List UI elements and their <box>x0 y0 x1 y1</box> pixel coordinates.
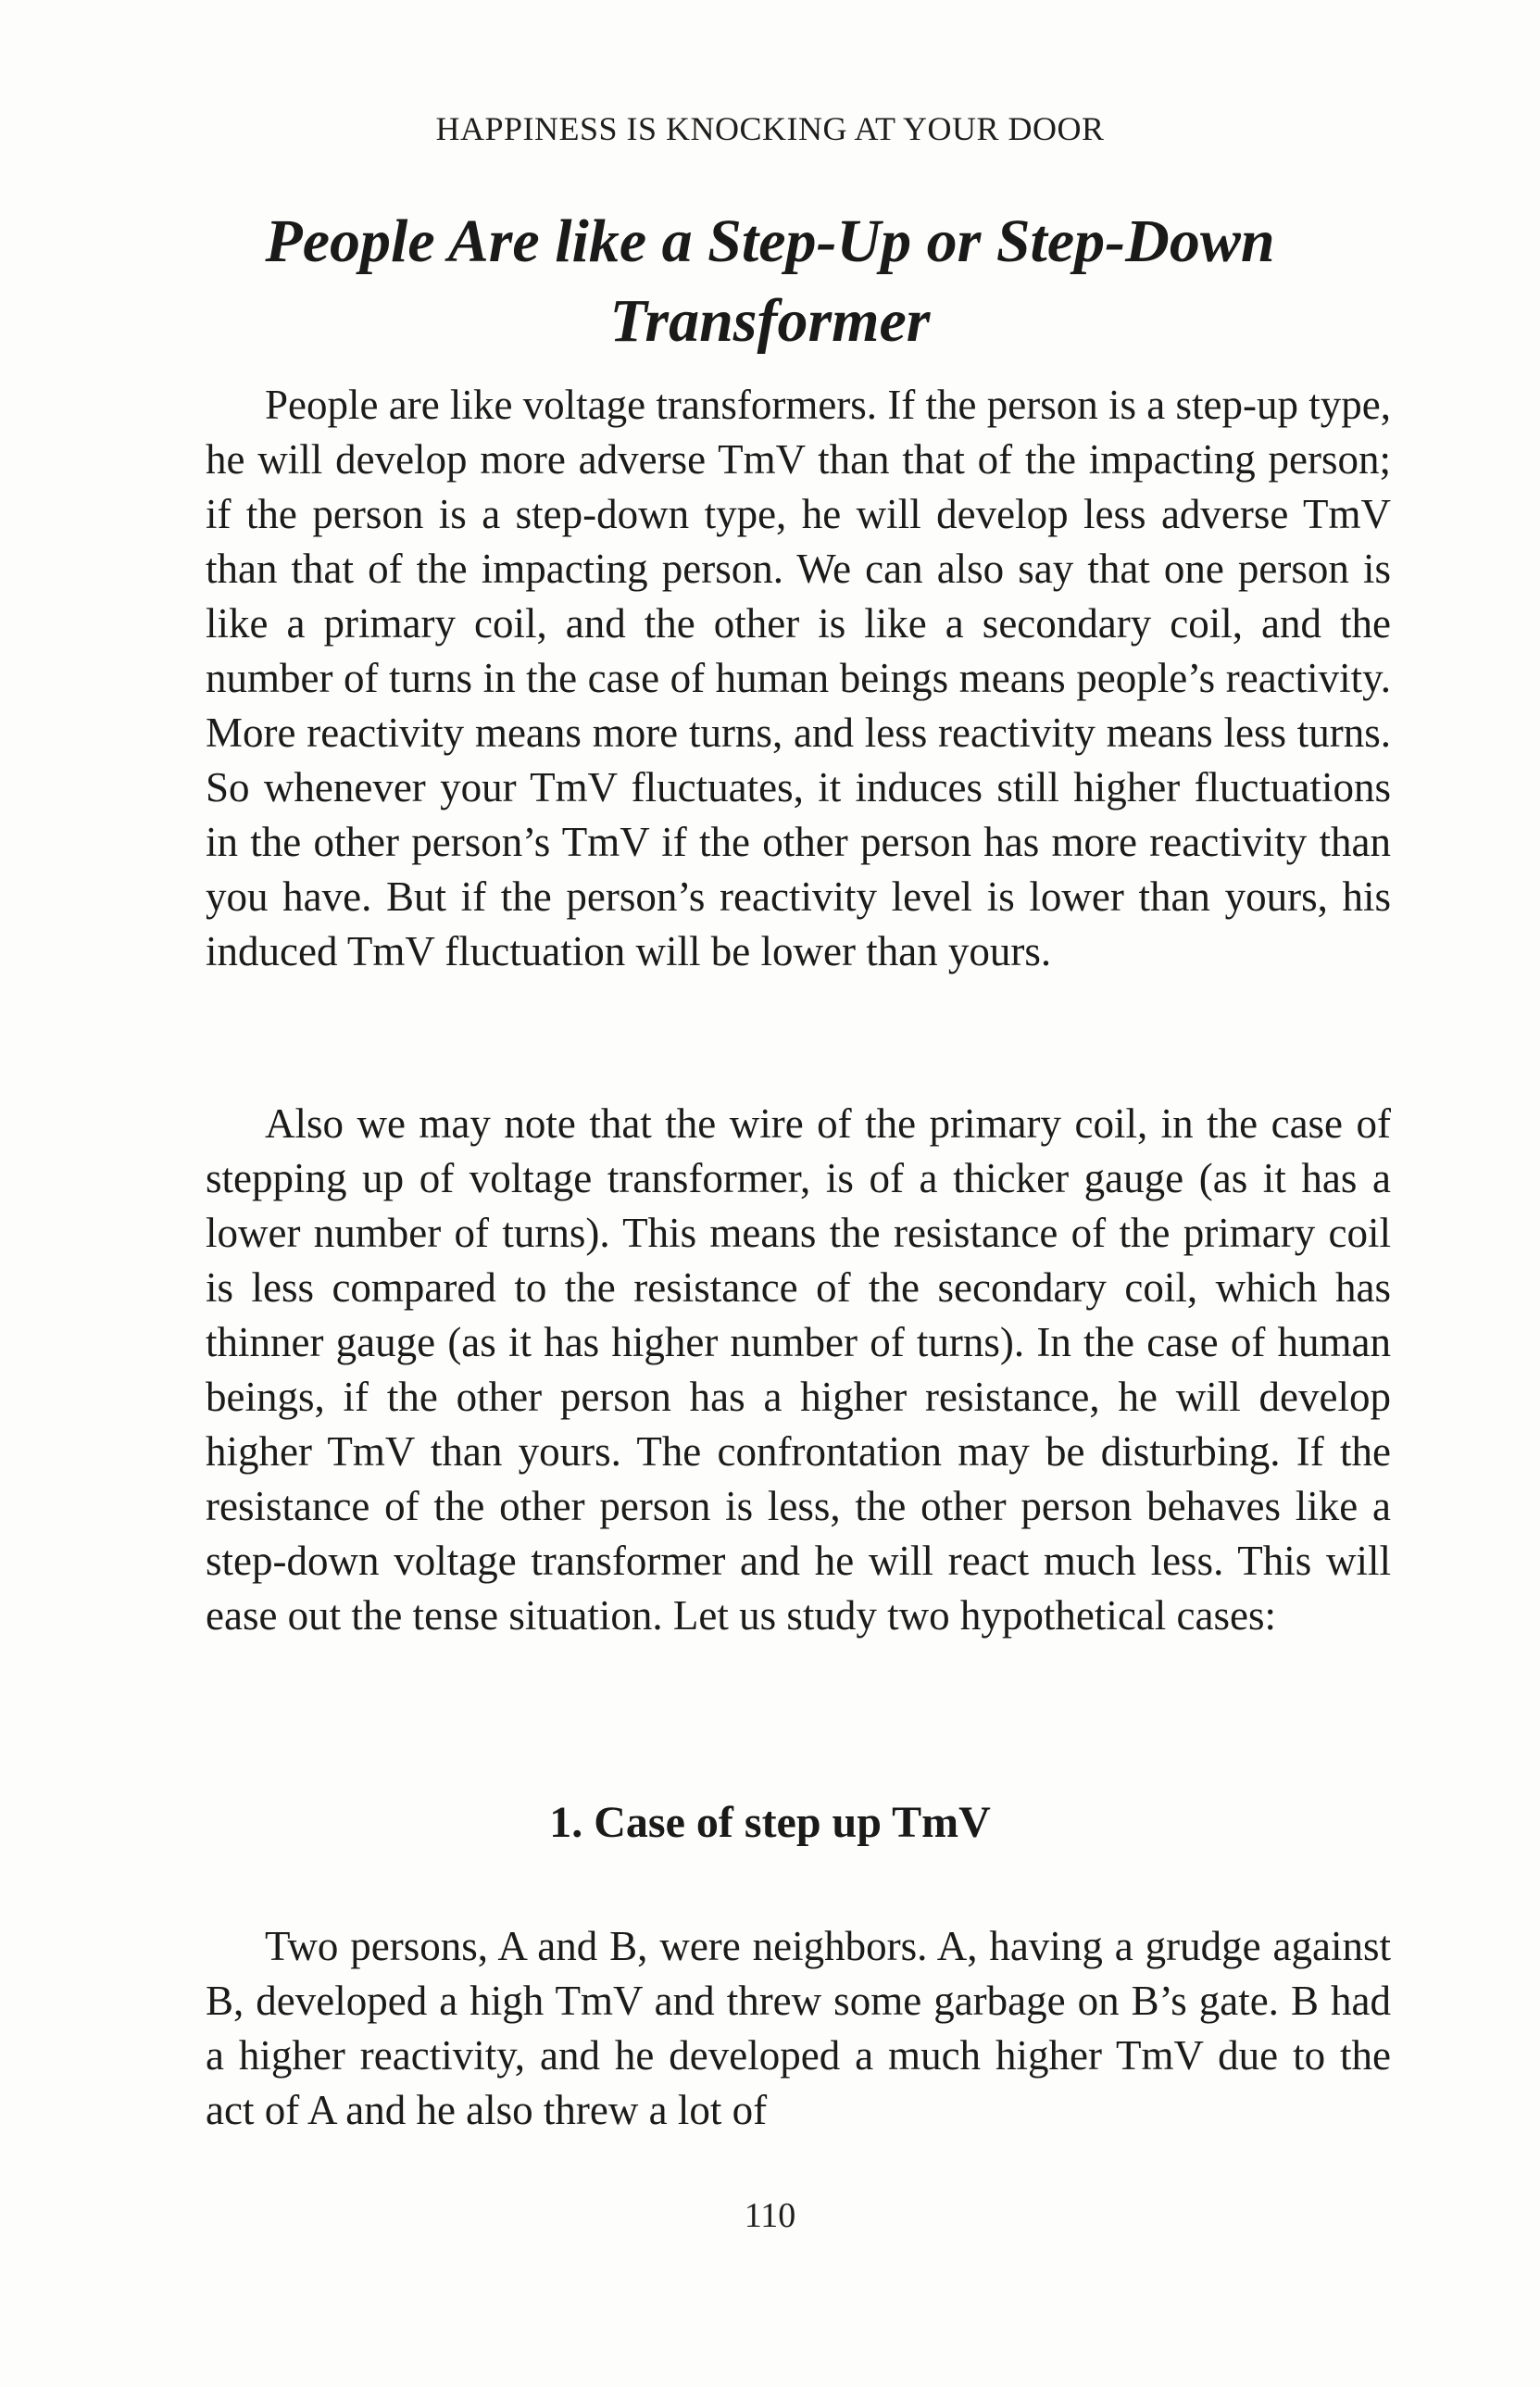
chapter-title: People Are like a Step-Up or Step-Down Transformer <box>265 207 1275 355</box>
paragraph: People are like voltage transformers. If the person is a step-up type, he will develop more adverse TmV than that of the impacting person; if the person is a step-down type, he will develop less adverse TmV than that of the impacting person. We can also say that one person is like a primary coil, and the other is like a secondary coil, and the number of turns in the case of human beings means people’s reactivity. More reactivity means more turns, and less reactivity means less turns. So whenever your TmV fluctuates, it induces still higher fluctuations in the other person’s TmV if the other person has more reactivity than you have. But if the person’s reactivity level is lower than yours, his induced TmV fluctuation will be lower than yours. <box>206 382 1391 974</box>
running-head: HAPPINESS IS KNOCKING AT YOUR DOOR <box>435 110 1105 147</box>
body-block-case <box>206 1919 1391 2138</box>
page-number: 110 <box>744 2196 796 2235</box>
section-heading: 1. Case of step up TmV <box>549 1798 991 1847</box>
body-block-intro <box>206 378 1391 979</box>
paragraph: Also we may note that the wire of the primary coil, in the case of stepping up of voltage transformer, is of a thicker gauge (as it has a lower number of turns). This means the resistance of the primary coil is less compared to the resistance of the secondary coil, which has thinner gauge (as it has higher number of turns). In the case of human beings, if the other person has a higher resistance, he will develop higher TmV than yours. The confrontation may be disturbing. If the resistance of the other person is less, the other person behaves like a step-down voltage transformer and he will react much less. This will ease out the tense situation. Let us study two hypothetical cases: <box>206 1100 1391 1639</box>
body-block-gauge <box>206 1097 1391 1643</box>
paragraph: Two persons, A and B, were neighbors. A, having a grudge against B, developed a high TmV and threw some garbage on B’s gate. B had a higher reactivity, and he developed a much higher TmV due to the act of A and he also threw a lot of <box>206 1923 1391 2133</box>
